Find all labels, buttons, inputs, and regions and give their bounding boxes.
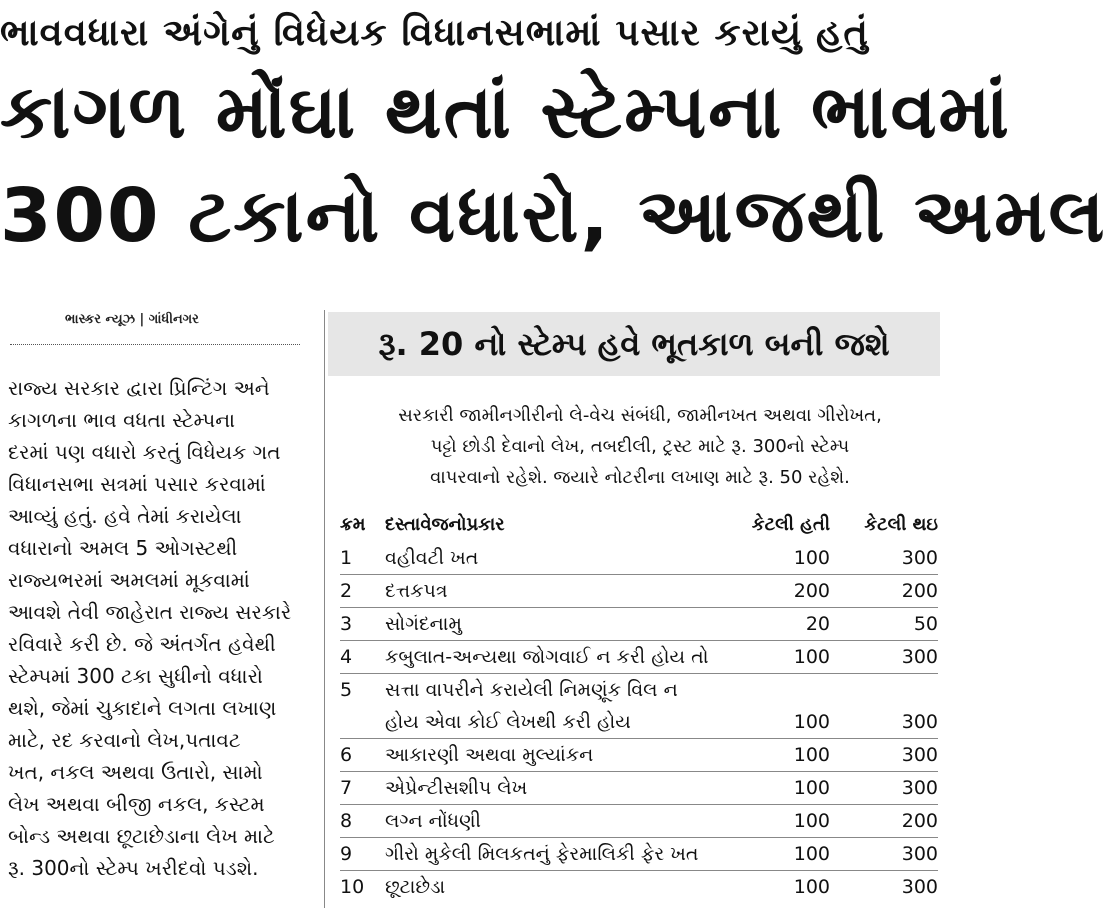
body-line: માટે, રદ કરવાનો લેખ,પતાવટ bbox=[8, 728, 241, 752]
body-line: દરમાં પણ વધારો કરતું વિધેયક ગત bbox=[8, 440, 281, 464]
byline-divider bbox=[10, 344, 300, 345]
row-new-rate: 200 bbox=[901, 580, 938, 602]
row-new-rate: 300 bbox=[901, 547, 938, 569]
article-body bbox=[8, 372, 308, 884]
row-document-type: સત્તા વાપરીને કરાયેલી નિમણૂંક વિલ ન હોય એવા કોઈ લેખથી કરી હોય bbox=[385, 679, 678, 733]
table-row bbox=[340, 674, 938, 739]
row-new-rate: 300 bbox=[901, 646, 938, 668]
row-old-rate: 200 bbox=[793, 580, 830, 602]
table-row bbox=[340, 608, 938, 641]
row-serial: 8 bbox=[340, 810, 353, 832]
body-line: આવ્યું હતું. હવે તેમાં કરાયેલા bbox=[8, 504, 242, 528]
row-serial: 3 bbox=[340, 613, 353, 635]
row-new-rate: 300 bbox=[901, 777, 938, 799]
body-line: રૂ. 300નો સ્ટેમ્પ ખરીદવો પડશે. bbox=[8, 856, 259, 880]
body-line: ખત, નકલ અથવા ઉતારો, સામો bbox=[8, 760, 263, 784]
table-row bbox=[340, 805, 938, 838]
header-document-type: દસ્તાવેજનોપ્રકાર bbox=[385, 514, 505, 535]
row-old-rate: 100 bbox=[793, 646, 830, 668]
row-serial: 2 bbox=[340, 580, 353, 602]
table-row bbox=[340, 641, 938, 674]
box-title: રૂ. 20 નો સ્ટેમ્પ હવે ભૂતકાળ બની જશે bbox=[328, 312, 940, 376]
row-document-type: ગીરો મુકેલી મિલકતનું ફેરમાલિકી ફેર ખત bbox=[385, 843, 699, 865]
row-serial: 7 bbox=[340, 777, 353, 799]
stamp-rates-table bbox=[340, 508, 938, 903]
row-document-type: કબુલાત-અન્યથા જોગવાઈ ન કરી હોય તો bbox=[385, 646, 709, 668]
row-new-rate: 200 bbox=[901, 810, 938, 832]
row-document-type: છૂટાછેડા bbox=[385, 876, 446, 898]
body-line: રાજ્યભરમાં અમલમાં મૂકવામાં bbox=[8, 568, 250, 592]
column-divider bbox=[324, 310, 325, 908]
row-document-type: દત્તકપત્ર bbox=[385, 580, 448, 602]
header-new-rate: કેટલી થઇ bbox=[864, 514, 938, 535]
row-old-rate: 100 bbox=[793, 843, 830, 865]
body-line: રાજ્ય સરકાર દ્વારા પ્રિન્ટિંગ અને bbox=[8, 376, 270, 400]
row-old-rate: 20 bbox=[805, 613, 830, 635]
table-row bbox=[340, 838, 938, 871]
row-new-rate: 300 bbox=[901, 744, 938, 766]
row-document-type: વહીવટી ખત bbox=[385, 547, 479, 569]
table-row bbox=[340, 542, 938, 575]
row-new-rate: 300 bbox=[901, 711, 938, 733]
row-document-type: લગ્ન નોંધણી bbox=[385, 810, 481, 832]
body-line: કાગળના ભાવ વધતા સ્ટેમ્પના bbox=[8, 408, 235, 432]
table-row bbox=[340, 772, 938, 805]
row-serial: 1 bbox=[340, 547, 353, 569]
kicker-headline: ભાવવધારા અંગેનું વિધેયક વિધાનસભામાં પસાર કરાયું હતું bbox=[0, 11, 869, 54]
table-row bbox=[340, 739, 938, 772]
body-line: વિધાનસભા સત્રમાં પસાર કરવામાં bbox=[8, 472, 266, 496]
body-line: રવિવારે કરી છે. જે અંતર્ગત હવેથી bbox=[8, 632, 276, 656]
body-line: લેખ અથવા બીજી નકલ, કસ્ટમ bbox=[8, 792, 265, 816]
row-old-rate: 100 bbox=[793, 876, 830, 898]
header-serial: ક્રમ bbox=[340, 514, 366, 535]
row-document-type: એપ્રેન્ટીસશીપ લેખ bbox=[385, 777, 528, 799]
table-row bbox=[340, 575, 938, 608]
row-new-rate: 50 bbox=[913, 613, 938, 635]
body-line: વધારાનો અમલ 5 ઓગસ્ટથી bbox=[8, 536, 238, 560]
header-old-rate: કેટલી હતી bbox=[751, 514, 830, 535]
table-header bbox=[340, 508, 938, 542]
table-row bbox=[340, 871, 938, 903]
row-old-rate: 100 bbox=[793, 777, 830, 799]
main-headline-line-2: 300 ટકાનો વધારો, આજથી અમલ bbox=[0, 173, 1106, 259]
body-line: આવશે તેવી જાહેરાત રાજ્ય સરકારે bbox=[8, 600, 292, 624]
row-old-rate: 100 bbox=[793, 744, 830, 766]
row-document-type: આકારણી અથવા મુલ્યાંકન bbox=[385, 744, 594, 766]
row-serial: 10 bbox=[340, 876, 365, 898]
row-serial: 6 bbox=[340, 744, 353, 766]
byline: ભાસ્કર ન્યૂઝ | ગાંધીનગર bbox=[65, 312, 199, 327]
row-document-type: સોગંદનામુ bbox=[385, 613, 462, 635]
body-line: બોન્ડ અથવા છૂટાછેડાના લેખ માટે bbox=[8, 824, 275, 848]
row-serial: 5 bbox=[340, 679, 353, 701]
row-new-rate: 300 bbox=[901, 843, 938, 865]
body-line: સ્ટેમ્પમાં 300 ટકા સુધીનો વધારો bbox=[8, 664, 263, 688]
row-old-rate: 100 bbox=[793, 810, 830, 832]
row-serial: 9 bbox=[340, 843, 353, 865]
box-intro: સરકારી જામીનગીરીનો લે-વેચ સંબંધી, જામીનખત અથવા ગીરોખત, પટ્ટો છોડી દેવાનો લેખ, તબદીલી, ટ્રસ્ટ માટે રૂ. 300નો સ્ટેમ્પ વાપરવાનો રહેશે. જયારે નોટરીના લખાણ માટે રૂ. 50 રહેશે. bbox=[398, 405, 882, 488]
row-new-rate: 300 bbox=[901, 876, 938, 898]
body-line: થશે, જેમાં ચુકાદાને લગતા લખાણ bbox=[8, 696, 277, 720]
row-old-rate: 100 bbox=[793, 711, 830, 733]
main-headline-line-1: કાગળ મોંઘા થતાં સ્ટેમ્પના ભાવમાં bbox=[0, 69, 1011, 155]
row-serial: 4 bbox=[340, 646, 353, 668]
row-old-rate: 100 bbox=[793, 547, 830, 569]
